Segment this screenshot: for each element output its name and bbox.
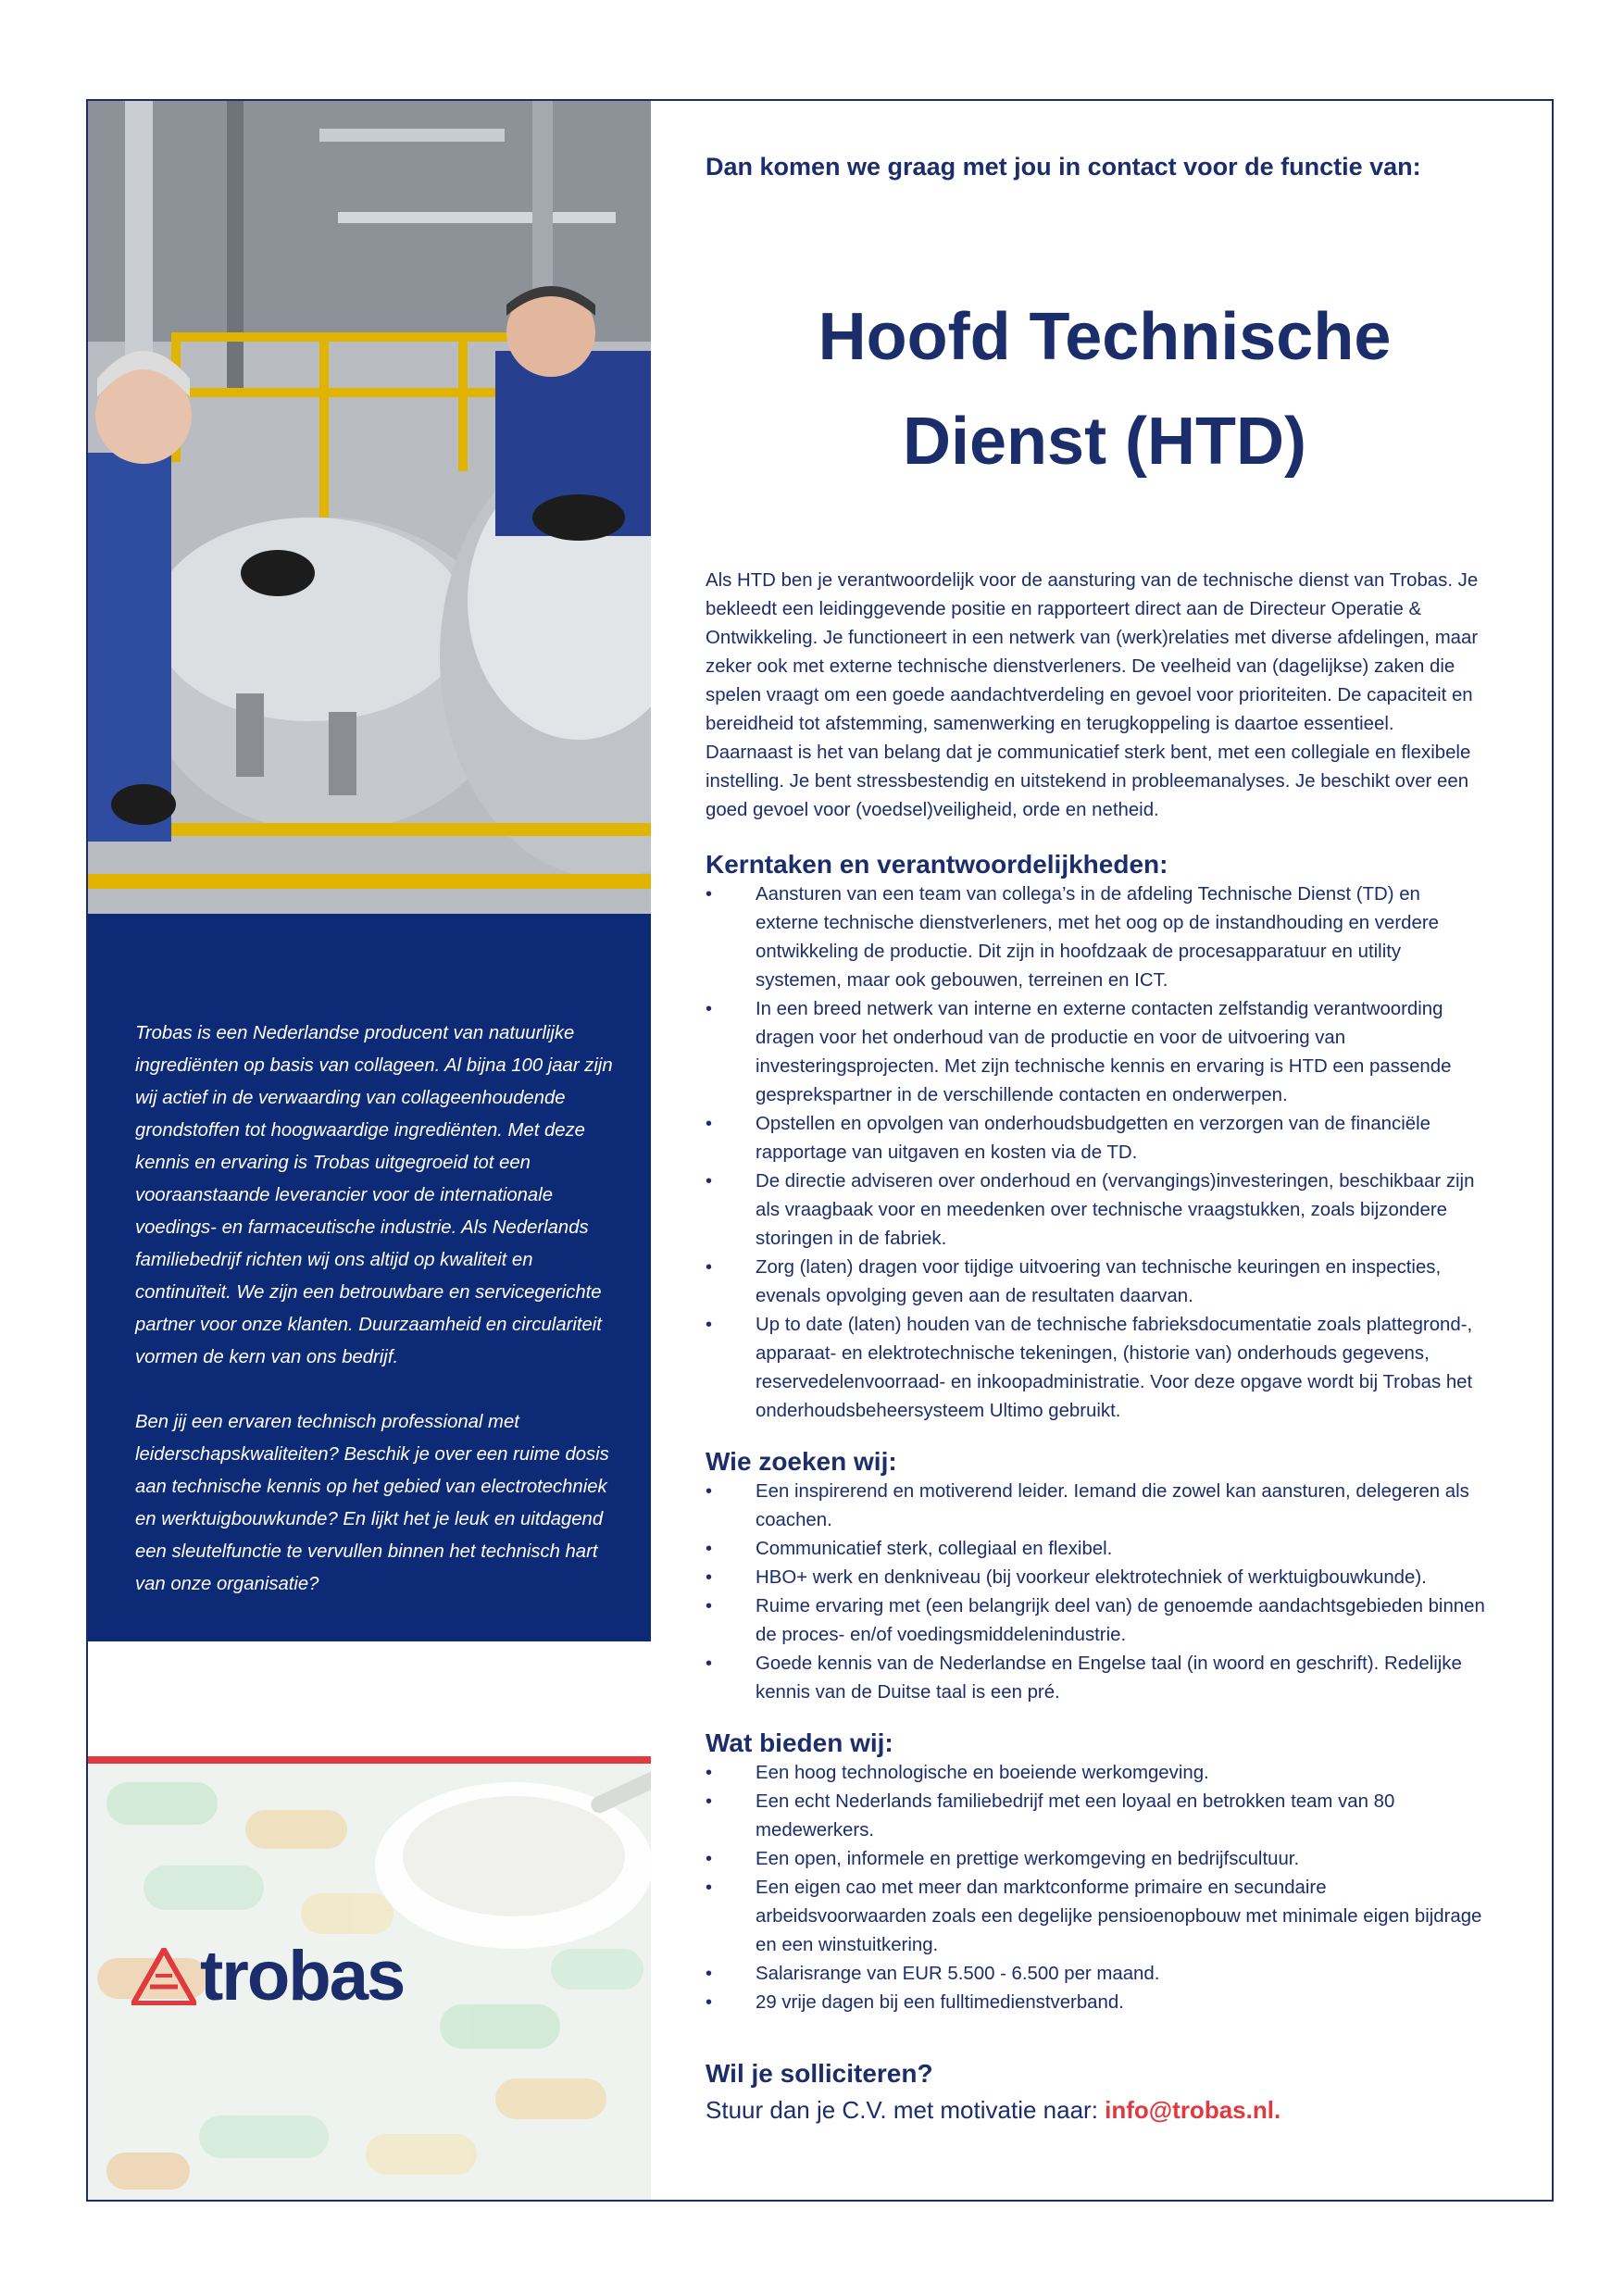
section-wat-bieden-wij <box>706 1728 1504 2017</box>
logo-wordmark: trobas <box>200 1937 405 2015</box>
list-item: • Een inspirerend en motiverend leider. Iemand die zowel kan aansturen, delegeren als coachen. <box>706 1478 1504 1535</box>
company-intro <box>135 1017 617 1601</box>
list-item: • HBO+ werk en denkniveau (bij voorkeur elektrotechniek of werktuigbouwkunde). <box>706 1564 1504 1592</box>
apply-section <box>706 2058 1504 2127</box>
section-heading: Kerntaken en verantwoordelijkheden: <box>706 850 1168 879</box>
list-item: • Up to date (laten) houden van de technische fabrieksdocumentatie zoals plattegrond-, apparaat- en elektrotechnische tekeningen, (historie van) onderhouds gegevens, reservedelenvoorraad- en inkoopadministratie. Voor deze opgave wordt bij Trobas het onderhoudsbeheersysteem Ultimo gebruikt. <box>706 1311 1504 1426</box>
apply-instruction <box>706 2093 1504 2127</box>
red-accent-stripe <box>88 1756 651 1764</box>
kerntaken-list <box>706 880 1504 1426</box>
section-heading: Wie zoeken wij: <box>706 1447 897 1476</box>
bieden-list <box>706 1759 1504 2017</box>
apply-email-link[interactable]: info@trobas.nl. <box>1105 2096 1281 2124</box>
list-item: • De directie adviseren over onderhoud en (vervangings)investeringen, beschikbaar zijn als vraagbaak voor en meedenken over technische vraagstukken, zoals bijzondere storingen in de fabriek. <box>706 1167 1504 1254</box>
list-item: • Aansturen van een team van collega’s in de afdeling Technische Dienst (TD) en externe technische dienstverleners, met het oog op de instandhouding en verdere ontwikkeling de productie. Dit zijn in hoofdzaak de procesapparatuur en utility systemen, maar ook gebouwen, terreinen en ICT. <box>706 880 1504 995</box>
trobas-logo <box>131 1937 405 2015</box>
list-item: • Een eigen cao met meer dan marktconforme primaire en secundaire arbeidsvoorwaarden zoals een degelijke pensioenopbouw met minimale eigen bijdrage en een winstuitkering. <box>706 1874 1504 1960</box>
list-item: • Zorg (laten) dragen voor tijdige uitvoering van technische keuringen en inspecties, evenals opvolging geven aan de resultaten daarvan. <box>706 1254 1504 1311</box>
factory-photo <box>88 101 651 914</box>
apply-heading: Wil je solliciteren? <box>706 2059 933 2088</box>
section-kerntaken <box>706 849 1504 1426</box>
pre-title: Dan komen we graag met jou in contact voor de functie van: <box>706 153 1421 181</box>
job-title-line-1: Hoofd Technische <box>818 300 1392 374</box>
section-heading: Wat bieden wij: <box>706 1728 893 1757</box>
list-item: • Een hoog technologische en boeiende werkomgeving. <box>706 1759 1504 1788</box>
list-item: • In een breed netwerk van interne en externe contacten zelfstandig verantwoording dragen voor het onderhoud van de productie en voor de uitvoering van investeringsprojecten. Met zijn technische kennis en ervaring is HTD een passende gesprekspartner in de verschillende contacten en onderwerpen. <box>706 995 1504 1110</box>
job-title-line-2: Dienst (HTD) <box>903 405 1306 479</box>
list-item: • Communicatief sterk, collegiaal en flexibel. <box>706 1535 1504 1564</box>
zoeken-list <box>706 1478 1504 1707</box>
main-content <box>706 153 1504 2127</box>
list-item: • Salarisrange van EUR 5.500 - 6.500 per maand. <box>706 1960 1504 1989</box>
job-title <box>706 285 1504 494</box>
section-wie-zoeken-wij <box>706 1446 1504 1707</box>
list-item: • Opstellen en opvolgen van onderhoudsbudgetten en verzorgen van de financiële rapportage van uitgaven en kosten via de TD. <box>706 1110 1504 1167</box>
list-item: • Goede kennis van de Nederlandse en Engelse taal (in woord en geschrift). Redelijke kennis van de Duitse taal is een pré. <box>706 1650 1504 1707</box>
intro-paragraph-2: Ben jij een ervaren technisch professional met leiderschapskwaliteiten? Beschik je over een ruime dosis aan technische kennis op het gebied van electrotechniek en werktuigbouwkunde? En lijkt het je leuk en uitdagend een sleutelfunctie te vervullen binnen het technisch hart van onze organisatie? <box>135 1412 609 1594</box>
left-column <box>88 101 651 2200</box>
list-item: • 29 vrije dagen bij een fulltimedienstverband. <box>706 1989 1504 2017</box>
intro-paragraph-1: Trobas is een Nederlandse producent van natuurlijke ingrediënten op basis van collageen. Al bijna 100 jaar zijn wij actief in de verwaarding van collageenhoudende grondstoffen tot hoogwaardige ingrediënten. Met deze kennis en ervaring is Trobas uitgegroeid tot een vooraanstaande leverancier voor de internationale voedings- en farmaceutische industrie. Als Nederlands familiebedrijf richten wij ons altijd op kwaliteit en continuïteit. We zijn een betrouwbare en servicegerichte partner voor onze klanten. Duurzaamheid en circulariteit vormen de kern van ons bedrijf. <box>135 1023 613 1367</box>
list-item: • Een open, informele en prettige werkomgeving en bedrijfscultuur. <box>706 1845 1504 1874</box>
trobas-logo-mark <box>131 1948 196 2005</box>
list-item: • Ruime ervaring met (een belangrijk deel van) de genoemde aandachtsgebieden binnen de proces- en/of voedingsmiddelenindustrie. <box>706 1592 1504 1650</box>
list-item: • Een echt Nederlands familiebedrijf met een loyaal en betrokken team van 80 medewerkers. <box>706 1788 1504 1845</box>
job-description: Als HTD ben je verantwoordelijk voor de aansturing van de technische dienst van Trobas. Je bekleedt een leidinggevende positie en rapporteert direct aan de Directeur Operatie & Ontwikkeling. Je functioneert in een netwerk van (werk)relaties met diverse afdelingen, maar zeker ook met externe technische dienstverleners. De veelheid van (dagelijkse) zaken die spelen vraagt om een goede aandachtverdeling en gevoel voor prioriteiten. De capaciteit en bereidheid tot afstemming, samenwerking en terugkoppeling is daartoe essentieel. Daarnaast is het van belang dat je communicatief sterk bent, met een collegiale en flexibele instelling. Je bent stressbestendig en uitstekend in probleemanalyses. Je beschikt over een goed gevoel voor (voedsel)veiligheid, orde en netheid. <box>706 570 1479 820</box>
apply-text: Stuur dan je C.V. met motivatie naar: <box>706 2096 1106 2124</box>
